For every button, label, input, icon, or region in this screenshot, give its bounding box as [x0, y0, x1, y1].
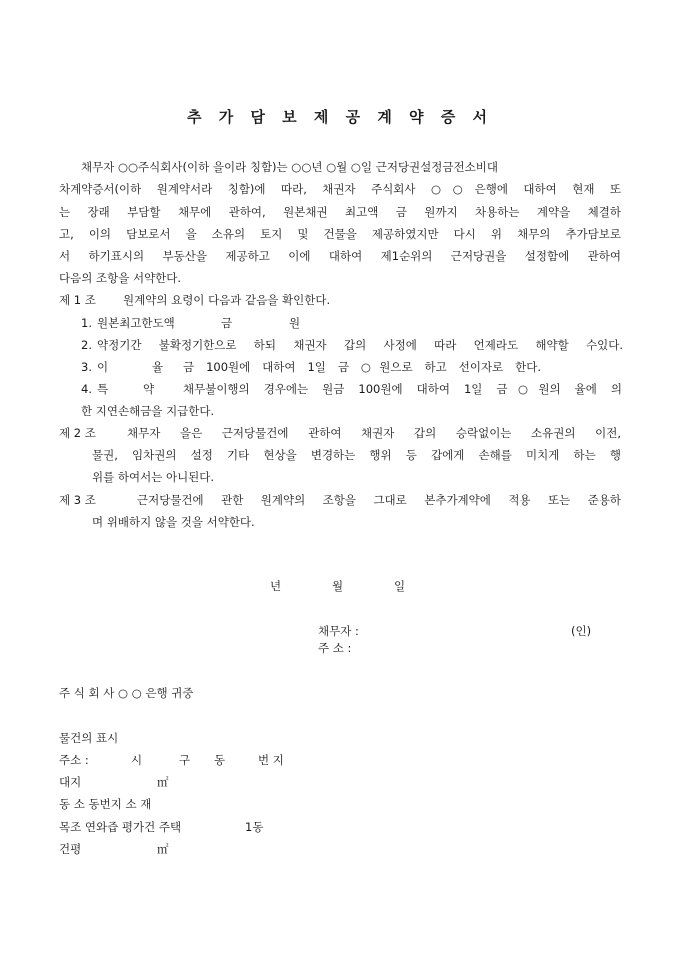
- article-text: 원계약의 요령이 다음과 같음을 확인한다.: [123, 293, 331, 307]
- item-number: 1.: [81, 316, 92, 330]
- item-number: 4.: [81, 382, 92, 396]
- item-text-continued: 한 지연손해금을 지급한다.: [81, 404, 215, 418]
- building-count: 1동: [245, 820, 264, 834]
- intro-line: 는 장래 부담할 채무에 관하여, 원본채권 최고액 금 원까지 차용하는 계약을 체결하: [59, 205, 621, 219]
- item-unit: 원: [289, 316, 301, 330]
- item-text: 약정기간 불확정기한으로 하되 채권자 갑의 사정에 따라 언제라도 해약할 수있다.: [97, 338, 623, 352]
- item-label: 약: [143, 382, 155, 396]
- article-line: 며 위배하지 않을 것을 서약한다.: [92, 515, 255, 529]
- building-type: 목조 연와즙 평가건 주택: [59, 820, 182, 834]
- property-address-district: 구: [179, 753, 191, 767]
- intro-line: 채무자 ○○주식회사(이하 을이라 칭함)는 ○○년 ○월 ○일 근저당권설정금전소비대: [81, 160, 498, 174]
- property-heading: 물건의 표시: [59, 731, 119, 745]
- item-text: 금 100원에 대하여 1일 금 ○원으로 하고 선이자로 한다.: [183, 360, 541, 374]
- item-currency: 금: [221, 316, 233, 330]
- date-year: 년: [270, 579, 282, 593]
- item-label: 특: [97, 382, 109, 396]
- article-line: 위를 하여서는 아니된다.: [92, 470, 215, 484]
- property-address-dong: 동: [214, 753, 226, 767]
- location-line: 동 소 동번지 소 재: [59, 797, 152, 811]
- property-address-lot: 번 지: [258, 753, 284, 767]
- date-day: 일: [394, 579, 406, 593]
- addressee: 주 식 회 사 ○ ○ 은행 귀중: [59, 686, 194, 700]
- property-address-city: 시: [131, 753, 143, 767]
- date-month: 월: [332, 579, 344, 593]
- intro-line: 차계약증서(이하 원계약서라 칭함)에 따라, 채권자 주식회사 ○○은행에 대하여 현재 또: [59, 182, 621, 196]
- item-text: 채무불이행의 경우에는 원금 100원에 대하여 1일 금○원의 율에 의: [183, 382, 622, 396]
- item-label: 이: [97, 360, 109, 374]
- seal-mark: (인): [571, 624, 592, 638]
- article-line: 근저당물건에 관한 원계약의 조항을 그대로 본추가계약에 적용 또는 준용하: [137, 493, 621, 507]
- item-label: 율: [152, 360, 164, 374]
- item-label: 원본최고한도액: [97, 316, 175, 330]
- debtor-label: 채무자 :: [318, 624, 359, 638]
- address-label: 주 소 :: [318, 641, 352, 655]
- document-title: 추 가 담 보 제 공 계 약 증 서: [187, 108, 493, 126]
- floor-area-label: 건평: [59, 842, 82, 856]
- item-number: 3.: [81, 360, 92, 374]
- intro-line: 서 하기표시의 부동산을 제공하고 이에 대하여 제1순위의 근저당권을 설정함에 관하여: [59, 249, 621, 263]
- article-line: 물권, 임차권의 설정 기타 현상을 변경하는 행위 등 갑에게 손해를 미치게 하는 행: [92, 448, 621, 462]
- property-address-label: 주소 :: [59, 753, 89, 767]
- article-label: 제 3 조: [59, 493, 96, 507]
- article-label: 제 2 조: [59, 426, 96, 440]
- floor-area-unit: ㎡: [157, 842, 169, 856]
- land-label: 대지: [59, 775, 82, 789]
- article-label: 제 1 조: [59, 293, 96, 307]
- intro-line: 다음의 조항을 서약한다.: [59, 271, 182, 285]
- intro-line: 고, 이의 담보로서 을 소유의 토지 및 건물을 제공하였지만 다시 위 채무의 추가담보로: [59, 227, 621, 241]
- article-line: 채무자 을은 근저당물건에 관하여 채권자 갑의 승락없이는 소유권의 이전,: [127, 426, 621, 440]
- land-area-unit: ㎡: [157, 775, 169, 789]
- item-number: 2.: [81, 338, 92, 352]
